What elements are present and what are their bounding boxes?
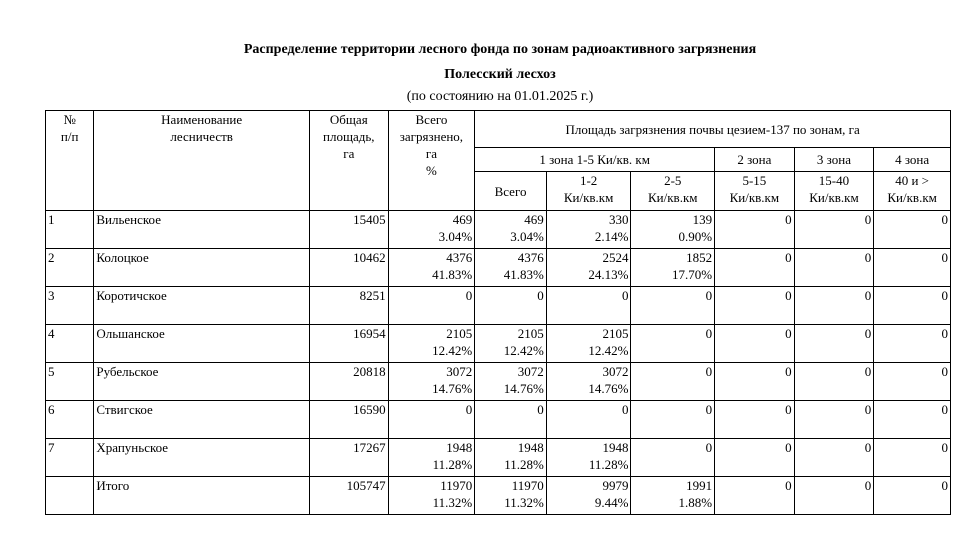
row-num: 3 bbox=[46, 287, 94, 325]
forestry-name: Вильенское bbox=[94, 211, 310, 249]
table-row bbox=[46, 287, 951, 325]
total-area: 16590 bbox=[310, 401, 389, 439]
zone3-value: 0 bbox=[794, 287, 874, 325]
contamination-table bbox=[45, 110, 951, 515]
zone1-1-2: 1948 11.28% bbox=[546, 439, 631, 477]
zone3-value: 0 bbox=[794, 325, 874, 363]
zone3-value: 0 bbox=[794, 401, 874, 439]
row-num bbox=[46, 477, 94, 515]
zone1-1-2: 2105 12.42% bbox=[546, 325, 631, 363]
header-z1-total: Всего bbox=[475, 172, 547, 211]
header-num: № п/п bbox=[46, 111, 94, 211]
zone1-1-2: 3072 14.76% bbox=[546, 363, 631, 401]
zone1-1-2: 9979 9.44% bbox=[546, 477, 631, 515]
contaminated-total: 469 3.04% bbox=[388, 211, 475, 249]
table-row bbox=[46, 363, 951, 401]
zone2-value: 0 bbox=[715, 439, 795, 477]
forestry-name: Итого bbox=[94, 477, 310, 515]
contaminated-total: 3072 14.76% bbox=[388, 363, 475, 401]
row-num: 2 bbox=[46, 249, 94, 287]
header-z2-range: 5-15 Ки/кв.км bbox=[715, 172, 795, 211]
header-group: Площадь загрязнения почвы цезием-137 по зонам, га bbox=[475, 111, 951, 148]
zone2-value: 0 bbox=[715, 477, 795, 515]
forestry-name: Коротичское bbox=[94, 287, 310, 325]
zone1-2-5: 0 bbox=[631, 401, 715, 439]
header-zone1: 1 зона 1-5 Ки/кв. км bbox=[475, 148, 715, 172]
zone2-value: 0 bbox=[715, 363, 795, 401]
table-row bbox=[46, 325, 951, 363]
zone4-value: 0 bbox=[874, 363, 951, 401]
zone3-value: 0 bbox=[794, 249, 874, 287]
zone1-total: 4376 41.83% bbox=[475, 249, 547, 287]
zone1-2-5: 1852 17.70% bbox=[631, 249, 715, 287]
total-area: 16954 bbox=[310, 325, 389, 363]
header-total-area: Общая площадь, га bbox=[310, 111, 389, 211]
header-contaminated: Всего загрязнено, га % bbox=[388, 111, 475, 211]
zone1-total: 1948 11.28% bbox=[475, 439, 547, 477]
zone1-2-5: 1991 1.88% bbox=[631, 477, 715, 515]
table-row bbox=[46, 211, 951, 249]
zone2-value: 0 bbox=[715, 211, 795, 249]
forestry-name: Храпуньское bbox=[94, 439, 310, 477]
total-area: 8251 bbox=[310, 287, 389, 325]
zone2-value: 0 bbox=[715, 287, 795, 325]
forestry-name: Колоцкое bbox=[94, 249, 310, 287]
zone1-1-2: 2524 24.13% bbox=[546, 249, 631, 287]
total-area: 20818 bbox=[310, 363, 389, 401]
zone1-total: 2105 12.42% bbox=[475, 325, 547, 363]
zone1-total: 11970 11.32% bbox=[475, 477, 547, 515]
zone3-value: 0 bbox=[794, 477, 874, 515]
zone3-value: 0 bbox=[794, 211, 874, 249]
forestry-name: Ствигское bbox=[94, 401, 310, 439]
zone4-value: 0 bbox=[874, 211, 951, 249]
row-num: 7 bbox=[46, 439, 94, 477]
header-zone4: 4 зона bbox=[874, 148, 951, 172]
table-row bbox=[46, 439, 951, 477]
contaminated-total: 0 bbox=[388, 401, 475, 439]
zone3-value: 0 bbox=[794, 439, 874, 477]
header-name: Наименование лесничеств bbox=[94, 111, 310, 211]
total-area: 15405 bbox=[310, 211, 389, 249]
zone1-total: 0 bbox=[475, 401, 547, 439]
zone1-1-2: 0 bbox=[546, 287, 631, 325]
as-of-date: (по состоянию на 01.01.2025 г.) bbox=[406, 89, 594, 104]
zone1-total: 469 3.04% bbox=[475, 211, 547, 249]
table-row bbox=[46, 249, 951, 287]
document-title: Распределение территории лесного фонда по зонам радиоактивного загрязнения bbox=[243, 42, 757, 57]
contaminated-total: 0 bbox=[388, 287, 475, 325]
zone4-value: 0 bbox=[874, 477, 951, 515]
zone1-total: 3072 14.76% bbox=[475, 363, 547, 401]
header-z1-b: 2-5 Ки/кв.км bbox=[631, 172, 715, 211]
header-z3-range: 15-40 Ки/кв.км bbox=[794, 172, 874, 211]
zone4-value: 0 bbox=[874, 439, 951, 477]
header-zone2: 2 зона bbox=[715, 148, 795, 172]
zone4-value: 0 bbox=[874, 249, 951, 287]
zone2-value: 0 bbox=[715, 325, 795, 363]
zone1-2-5: 0 bbox=[631, 325, 715, 363]
row-num: 5 bbox=[46, 363, 94, 401]
total-area: 17267 bbox=[310, 439, 389, 477]
zone1-total: 0 bbox=[475, 287, 547, 325]
forestry-name: Ольшанское bbox=[94, 325, 310, 363]
zone2-value: 0 bbox=[715, 249, 795, 287]
table-row-total bbox=[46, 477, 951, 515]
forestry-name: Рубельское bbox=[94, 363, 310, 401]
row-num: 4 bbox=[46, 325, 94, 363]
header-z4-range: 40 и > Ки/кв.км bbox=[874, 172, 951, 211]
document-subtitle: Полесский лесхоз bbox=[444, 67, 556, 82]
table-row bbox=[46, 401, 951, 439]
zone4-value: 0 bbox=[874, 287, 951, 325]
zone1-2-5: 139 0.90% bbox=[631, 211, 715, 249]
row-num: 6 bbox=[46, 401, 94, 439]
zone1-1-2: 0 bbox=[546, 401, 631, 439]
contaminated-total: 1948 11.28% bbox=[388, 439, 475, 477]
contaminated-total: 11970 11.32% bbox=[388, 477, 475, 515]
zone1-1-2: 330 2.14% bbox=[546, 211, 631, 249]
zone1-2-5: 0 bbox=[631, 439, 715, 477]
total-area: 105747 bbox=[310, 477, 389, 515]
contaminated-total: 4376 41.83% bbox=[388, 249, 475, 287]
zone4-value: 0 bbox=[874, 325, 951, 363]
zone1-2-5: 0 bbox=[631, 363, 715, 401]
total-area: 10462 bbox=[310, 249, 389, 287]
zone1-2-5: 0 bbox=[631, 287, 715, 325]
zone3-value: 0 bbox=[794, 363, 874, 401]
header-zone3: 3 зона bbox=[794, 148, 874, 172]
header-z1-a: 1-2 Ки/кв.км bbox=[546, 172, 631, 211]
contaminated-total: 2105 12.42% bbox=[388, 325, 475, 363]
zone4-value: 0 bbox=[874, 401, 951, 439]
row-num: 1 bbox=[46, 211, 94, 249]
zone2-value: 0 bbox=[715, 401, 795, 439]
